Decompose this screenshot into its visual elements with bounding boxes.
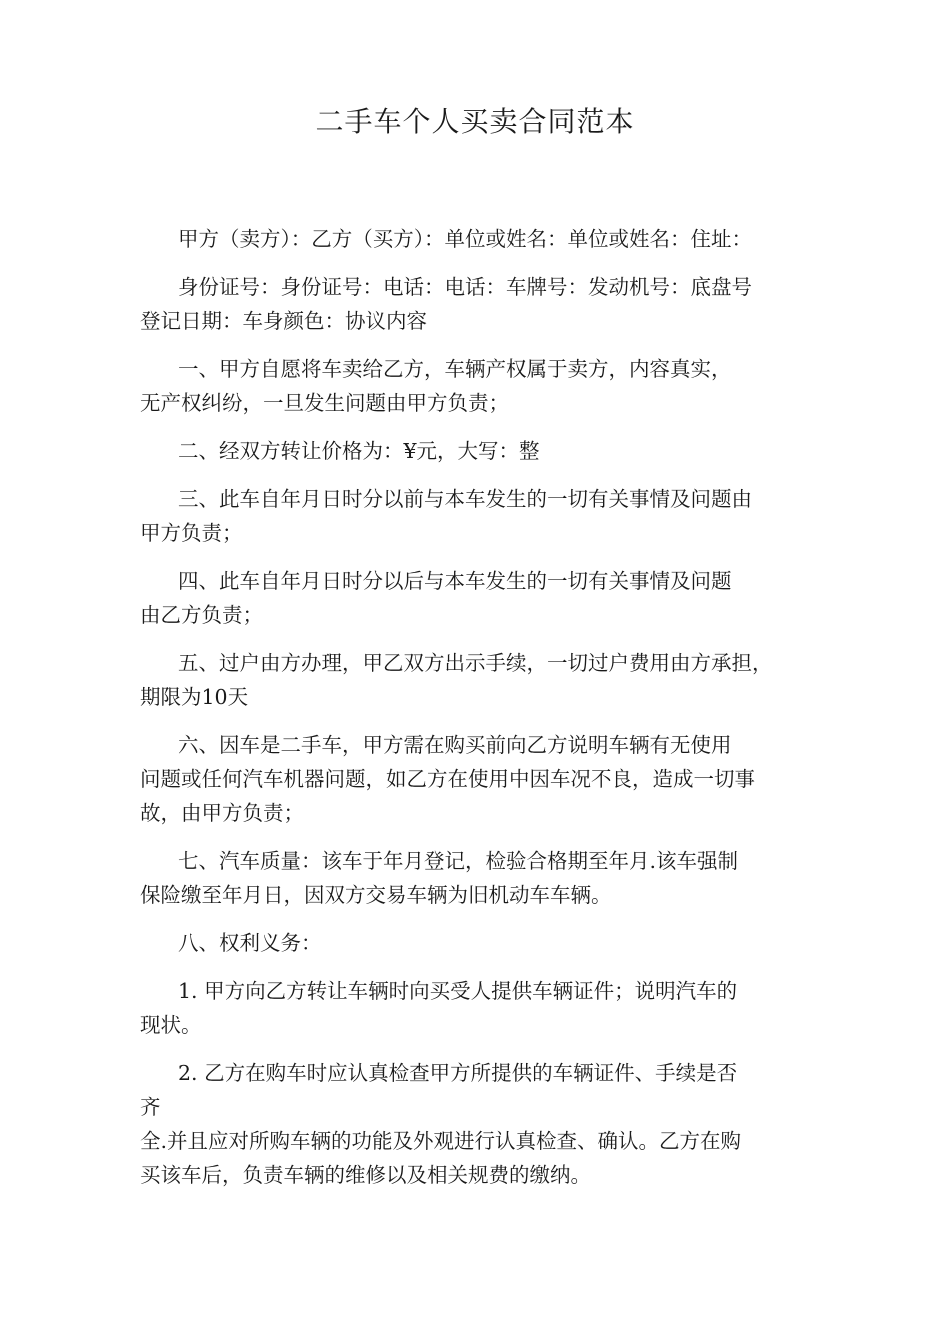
paragraph-clause-7 <box>140 844 820 912</box>
text-line: 全.并且应对所购车辆的功能及外观进行认真检查、确认。乙方在购 <box>140 1129 742 1153</box>
text-line: 身份证号：身份证号：电话：电话：车牌号：发动机号：底盘号 <box>178 275 752 299</box>
text-line: 一、甲方自愿将车卖给乙方，车辆产权属于卖方，内容真实， <box>178 357 732 381</box>
text-line: 买该车后，负责车辆的维修以及相关规费的缴纳。 <box>140 1163 591 1187</box>
paragraph-clause-3 <box>140 482 820 550</box>
paragraph-clause-4 <box>140 564 820 632</box>
text-line: 现状。 <box>140 1013 202 1037</box>
text-line: 登记日期：车身颜色：协议内容 <box>140 309 427 333</box>
paragraph-item-1 <box>140 974 820 1042</box>
paragraph-clause-1 <box>140 352 820 420</box>
paragraph-clause-6 <box>140 728 820 830</box>
text-line: 三、此车自年月日时分以前与本车发生的一切有关事情及问题由 <box>178 487 752 511</box>
document-body <box>140 222 820 1206</box>
text-line: 齐 <box>140 1095 161 1119</box>
text-line: 五、过户由方办理，甲乙双方出示手续，一切过户费用由方承担， <box>178 651 773 675</box>
text-line: 故，由甲方负责； <box>140 801 304 825</box>
text-line: 二、经双方转让价格为：¥元，大写：整 <box>178 439 540 463</box>
text-line: 1. 甲方向乙方转让车辆时向买受人提供车辆证件；说明汽车的 <box>178 979 738 1003</box>
paragraph-clause-5 <box>140 646 820 714</box>
paragraph-vehicle-info <box>140 270 820 338</box>
text-line: 期限为10天 <box>140 685 249 709</box>
paragraph-clause-8 <box>140 926 820 960</box>
paragraph-clause-2 <box>140 434 820 468</box>
text-line: 八、权利义务： <box>178 931 322 955</box>
paragraph-parties <box>140 222 820 256</box>
text-line: 七、汽车质量：该车于年月登记，检验合格期至年月.该车强制 <box>178 849 739 873</box>
text-line: 问题或任何汽车机器问题，如乙方在使用中因车况不良，造成一切事 <box>140 767 755 791</box>
paragraph-item-2 <box>140 1056 820 1192</box>
document-title: 二手车个人买卖合同范本 <box>315 105 635 138</box>
text-line: 由乙方负责； <box>140 603 263 627</box>
text-line: 甲方负责； <box>140 521 243 545</box>
text-line: 六、因车是二手车，甲方需在购买前向乙方说明车辆有无使用 <box>178 733 732 757</box>
text-line: 无产权纠纷，一旦发生问题由甲方负责； <box>140 391 509 415</box>
text-line: 保险缴至年月日，因双方交易车辆为旧机动车车辆。 <box>140 883 612 907</box>
text-line: 甲方（卖方）：乙方（买方）：单位或姓名：单位或姓名：住址： <box>178 227 752 251</box>
text-line: 四、此车自年月日时分以后与本车发生的一切有关事情及问题 <box>178 569 732 593</box>
text-line: 2. 乙方在购车时应认真检查甲方所提供的车辆证件、手续是否 <box>178 1061 738 1085</box>
